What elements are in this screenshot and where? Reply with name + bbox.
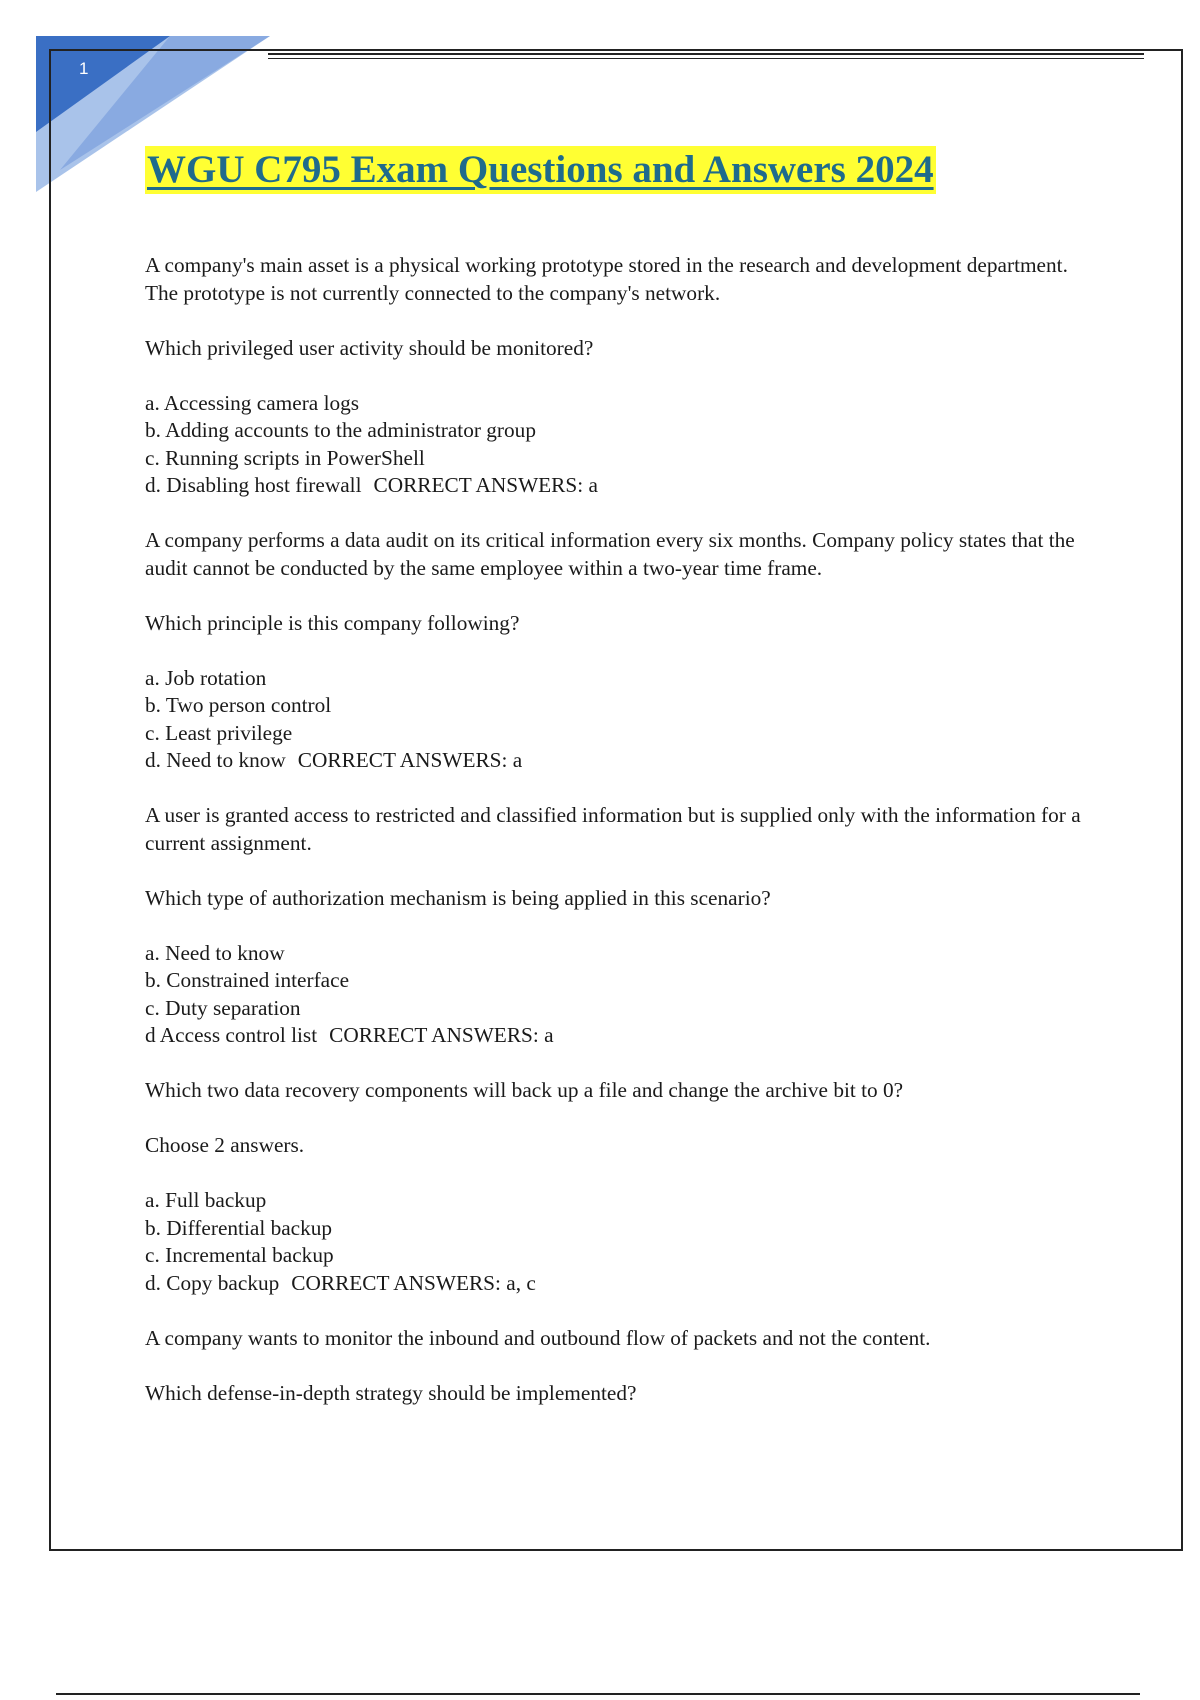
answer-option: c. Duty separation (145, 995, 301, 1020)
answer-option: b. Two person control (145, 693, 332, 717)
question-scenario: A company performs a data audit on its critical information every six months. Company policy states that the audit cannot be conducted by the same employee within a two-year time frame. (145, 528, 1075, 580)
answer-option-text: d Access control list (145, 1023, 318, 1047)
question-prompt: Which type of authorization mechanism is being applied in this scenario? (145, 885, 771, 910)
document-title-heading (145, 146, 936, 194)
answer-options (145, 940, 1105, 1050)
answer-option: a. Job rotation (145, 665, 267, 690)
answer-option: c. Least privilege (145, 720, 293, 745)
correct-answer: CORRECT ANSWERS: a, c (291, 1270, 536, 1295)
answer-option: b. Adding accounts to the administrator group (145, 418, 536, 442)
answer-option-text: d. Disabling host firewall (145, 473, 362, 497)
correct-answer: CORRECT ANSWERS: a (297, 748, 523, 772)
answer-option-last (145, 1270, 1105, 1298)
correct-answer: CORRECT ANSWERS: a (329, 1023, 554, 1047)
question-prompt: Which privileged user activity should be monitored? (145, 335, 594, 360)
answer-option: a. Full backup (145, 1188, 267, 1212)
answer-option: c. Incremental backup (145, 1243, 334, 1267)
answer-option-last (145, 1022, 1105, 1050)
document-title: WGU C795 Exam Questions and Answers 2024 (145, 146, 936, 194)
correct-answer: CORRECT ANSWERS: a (373, 473, 598, 497)
footer-rule (56, 1693, 1140, 1695)
answer-option-text: d. Need to know (145, 748, 286, 772)
answer-option: a. Need to know (145, 940, 285, 965)
answer-option-last (145, 747, 1105, 775)
answer-option-text: d. Copy backup (145, 1270, 280, 1295)
header-rule (268, 53, 1144, 59)
document-body (145, 252, 1105, 1407)
question-scenario: A company wants to monitor the inbound and outbound flow of packets and not the content. (145, 1325, 931, 1350)
answer-options (145, 1187, 1105, 1297)
answer-option: b. Constrained interface (145, 968, 350, 992)
answer-option: b. Differential backup (145, 1215, 333, 1240)
answer-options (145, 390, 1105, 500)
answer-option-last (145, 472, 1105, 500)
question-scenario: A company's main asset is a physical working prototype stored in the research and development department. The prototype is not currently connected to the company's network. (145, 253, 1068, 305)
answer-option: a. Accessing camera logs (145, 390, 360, 415)
question-scenario: Which two data recovery components will back up a file and change the archive bit to 0? (145, 1078, 904, 1102)
answer-options (145, 665, 1105, 775)
question-prompt: Choose 2 answers. (145, 1133, 305, 1157)
question-scenario: A user is granted access to restricted and classified information but is supplied only with the information for a current assignment. (145, 803, 1081, 855)
question-prompt: Which defense-in-depth strategy should be implemented? (145, 1380, 637, 1405)
page-number: 1 (79, 59, 89, 78)
question-prompt: Which principle is this company following? (145, 610, 520, 635)
answer-option: c. Running scripts in PowerShell (145, 445, 425, 470)
